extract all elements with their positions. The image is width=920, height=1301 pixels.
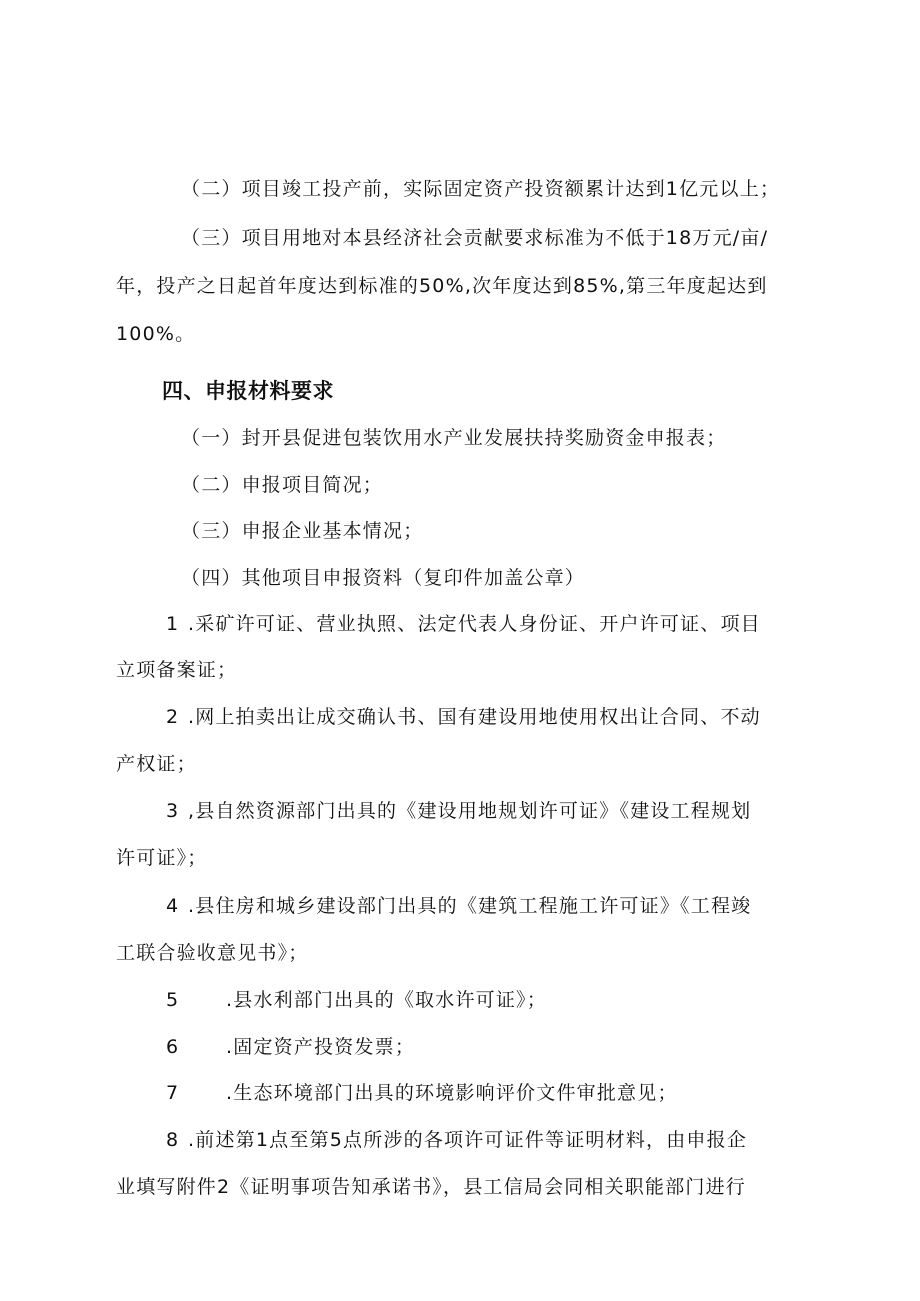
item-text: .采矿许可证、营业执照、法定代表人身份证、开户许可证、项目 bbox=[188, 613, 761, 635]
list-item: （二）申报项目简况； bbox=[181, 474, 384, 496]
numbered-item bbox=[166, 611, 761, 637]
paragraph-line: 产权证； bbox=[116, 753, 197, 775]
numbered-item bbox=[166, 987, 547, 1013]
item-number: 8 bbox=[166, 1129, 180, 1151]
item-text: .县水利部门出具的《取水许可证》； bbox=[226, 989, 547, 1011]
paragraph-line: 立项备案证； bbox=[116, 659, 238, 681]
paragraph-line: （三）项目用地对本县经济社会贡献要求标准为不低于18万元/亩/ bbox=[181, 227, 769, 249]
paragraph-line: （二）项目竣工投产前，实际固定资产投资额累计达到1亿元以上； bbox=[181, 178, 781, 200]
paragraph-line: 工联合验收意见书》； bbox=[116, 942, 309, 964]
item-text: .固定资产投资发票； bbox=[226, 1036, 416, 1058]
numbered-item bbox=[166, 1127, 747, 1153]
list-item: （四）其他项目申报资料（复印件加盖公章） bbox=[181, 567, 586, 589]
item-number: 4 bbox=[166, 895, 180, 917]
paragraph-line: 业填写附件2《证明事项告知承诺书》，县工信局会同相关职能部门进行 bbox=[116, 1176, 746, 1198]
paragraph-line: 100%。 bbox=[116, 323, 196, 345]
numbered-item bbox=[166, 1080, 678, 1106]
item-number: 5 bbox=[166, 989, 180, 1011]
item-number: 1 bbox=[166, 613, 180, 635]
item-number: 3 bbox=[166, 800, 180, 822]
item-text: ,县自然资源部门出具的《建设用地规划许可证》《建设工程规划 bbox=[188, 800, 752, 822]
list-item: （三）申报企业基本情况； bbox=[181, 520, 424, 542]
item-number: 2 bbox=[166, 706, 180, 728]
numbered-item bbox=[166, 893, 751, 919]
paragraph-line: 年，投产之日起首年度达到标准的50%,次年度达到85%,第三年度起达到 bbox=[116, 275, 768, 297]
item-text: .县住房和城乡建设部门出具的《建筑工程施工许可证》《工程竣 bbox=[188, 895, 752, 917]
item-text: .网上拍卖出让成交确认书、国有建设用地使用权出让合同、不动 bbox=[188, 706, 761, 728]
numbered-item bbox=[166, 1034, 415, 1060]
paragraph-line: 许可证》； bbox=[116, 847, 208, 869]
numbered-item bbox=[166, 798, 751, 824]
item-text: .生态环境部门出具的环境影响评价文件审批意见； bbox=[226, 1082, 678, 1104]
item-number: 6 bbox=[166, 1036, 180, 1058]
item-text: .前述第1点至第5点所涉的各项许可证件等证明材料，由申报企 bbox=[188, 1129, 748, 1151]
item-number: 7 bbox=[166, 1082, 180, 1104]
numbered-item bbox=[166, 704, 761, 730]
list-item: （一）封开县促进包装饮用水产业发展扶持奖励资金申报表； bbox=[181, 427, 727, 449]
section-heading: 四、申报材料要求 bbox=[162, 379, 334, 403]
